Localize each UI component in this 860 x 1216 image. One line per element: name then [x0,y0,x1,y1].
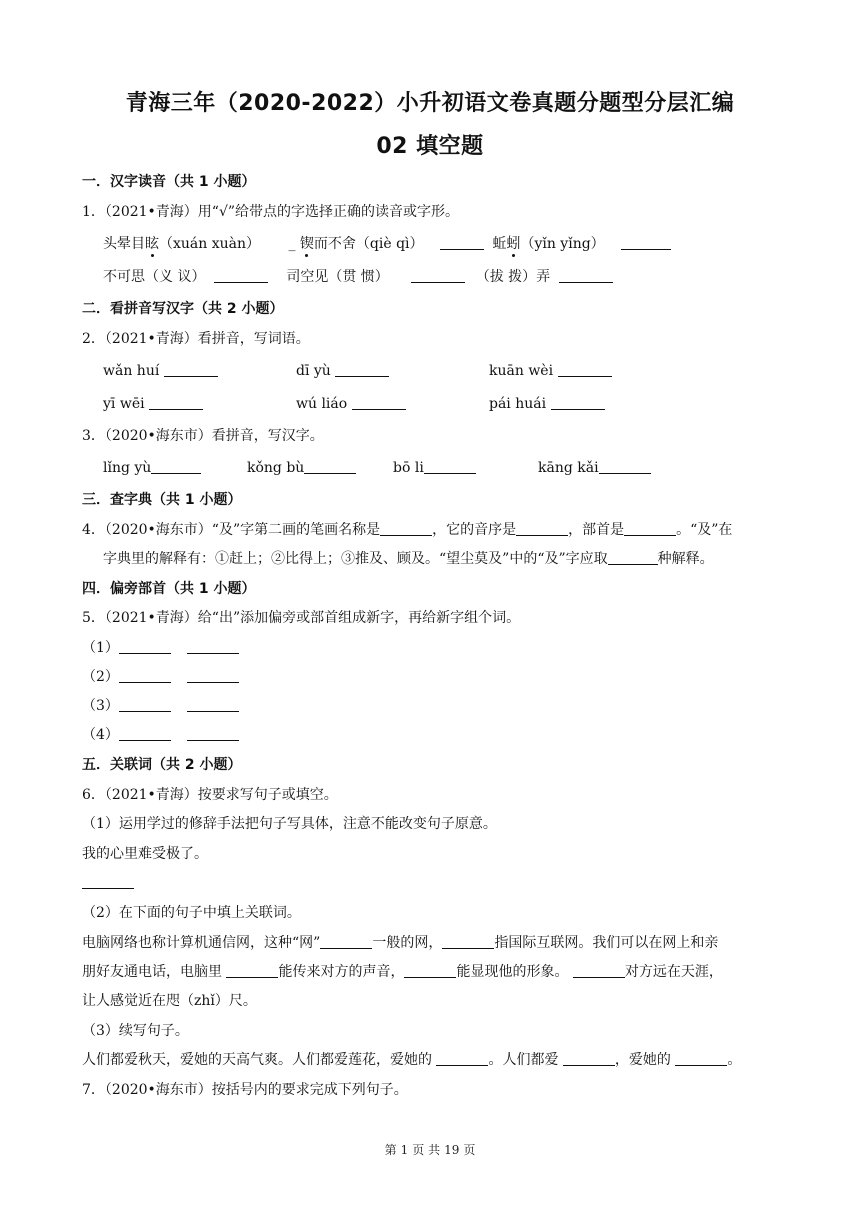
answer-blank[interactable] [304,459,356,474]
answer-blank[interactable] [119,697,171,712]
question-6-answer-line [82,874,134,892]
answer-blank[interactable] [608,550,658,565]
page-footer: 第 1 页 共 19 页 [384,1143,476,1157]
answer-blank[interactable] [624,521,676,536]
question-6-part-2: （2）在下面的句子中填上关联词。 [82,905,301,921]
question-6-passage-line-3: 让人感觉近在咫（zhǐ）尺。 [82,993,257,1009]
question-2-stem: 2．（2021•青海）看拼音，写词语。 [82,331,310,347]
answer-blank[interactable] [436,1051,488,1066]
answer-blank[interactable] [187,668,239,683]
question-6-passage-line-1: 电脑网络也称计算机通信网，这种“网” 一般的网， 指国际互联网。我们可以在网上和亲 [82,935,719,951]
question-1-stem: 1．（2021•青海）用“√”给带点的字选择正确的读音或字形。 [82,204,460,220]
question-1-row-2: 不可思（义 议） 司空见（贯 惯） （拔 拨）弄 [103,268,613,286]
pinyin-item: lǐng yù [103,459,201,477]
answer-blank[interactable] [164,362,218,377]
answer-blank[interactable] [559,268,613,283]
question-6-stem: 6．（2021•青海）按要求写句子或填空。 [82,787,338,803]
pinyin-item: dī yù [296,362,389,380]
pinyin-item: kǒng bù [247,459,356,477]
answer-blank[interactable] [404,963,456,978]
answer-blank[interactable] [380,521,432,536]
pinyin-item: kuān wèi [489,362,612,380]
pinyin-item: bō li [393,459,476,477]
answer-blank[interactable] [440,235,484,250]
section-heading-1: 一．汉字读音（共 1 小题） [82,174,256,190]
section-heading-3: 三．查字典（共 1 小题） [82,492,242,508]
pinyin-item: kāng kǎi [538,459,651,477]
pinyin-item: wú liáo [296,395,406,413]
question-1-row-1: 头晕目眩（xuán xuàn） _ 锲而不舍（qiè qì） 蚯蚓（yǐn yǐng） [103,235,671,253]
question-5-stem: 5．（2021•青海）给“出”添加偏旁或部首组成新字，再给新字组个词。 [82,610,521,626]
answer-blank[interactable] [149,395,203,410]
answer-blank[interactable] [119,726,171,741]
section-heading-2: 二．看拼音写汉字（共 2 小题） [82,301,284,317]
pinyin-item: yī wēi [103,395,203,413]
pinyin-item: pái huái [489,395,605,413]
answer-blank[interactable] [187,726,239,741]
section-heading-5: 五．关联词（共 2 小题） [82,757,242,773]
answer-blank[interactable] [214,268,268,283]
answer-blank[interactable] [226,963,278,978]
answer-blank[interactable] [320,934,372,949]
answer-blank[interactable] [411,268,465,283]
question-6-part-3: （3）续写句子。 [82,1023,189,1039]
answer-blank[interactable] [551,395,605,410]
answer-blank[interactable] [558,362,612,377]
dotted-char: 锲 [299,236,314,252]
document-subtitle: 02 填空题 [376,134,484,159]
section-heading-4: 四．偏旁部首（共 1 小题） [82,581,256,597]
answer-blank[interactable] [187,697,239,712]
answer-blank[interactable] [442,934,494,949]
question-6-sentence: 我的心里难受极了。 [82,846,208,862]
answer-blank[interactable] [516,521,568,536]
answer-blank[interactable] [675,1051,727,1066]
question-4-line-1: 4．（2020•海东市）“及”字第二画的笔画名称是 ，它的音序是 ，部首是 。“及”在 [82,522,733,538]
question-6-passage-line-2: 朋好友通电话，电脑里 能传来对方的声音， 能显现他的形象。 对方远在天涯， [82,964,723,980]
dotted-char: 眩 [145,236,159,252]
answer-blank[interactable] [621,235,671,250]
answer-blank[interactable] [82,874,134,889]
question-5-item: （3） [82,697,239,715]
answer-blank[interactable] [335,362,389,377]
answer-blank[interactable] [352,395,406,410]
pinyin-item: wǎn huí [103,362,218,380]
answer-blank[interactable] [424,459,476,474]
question-5-item: （4） [82,726,239,744]
question-5-item: （1） [82,639,239,657]
question-7-stem: 7．（2020•海东市）按括号内的要求完成下列句子。 [82,1082,408,1098]
answer-blank[interactable] [151,459,201,474]
question-4-line-2: 字典里的解释有：①赶上；②比得上；③推及、顾及。“望尘莫及”中的“及”字应取 种解释。 [103,551,714,567]
question-3-stem: 3．（2020•海东市）看拼音，写汉字。 [82,428,324,444]
answer-blank[interactable] [573,963,625,978]
answer-blank[interactable] [119,668,171,683]
answer-blank[interactable] [563,1051,615,1066]
answer-blank[interactable] [187,639,239,654]
page-number: 1 [400,1143,409,1157]
question-5-item: （2） [82,668,239,686]
document-title: 青海三年（2020-2022）小升初语文卷真题分题型分层汇编 [125,91,735,116]
question-6-continuation: 人们都爱秋天，爱她的天高气爽。人们都爱莲花，爱她的 。人们都爱 ，爱她的 。 [82,1052,742,1068]
question-6-part-1: （1）运用学过的修辞手法把句子写具体，注意不能改变句子原意。 [82,816,497,832]
answer-blank[interactable] [119,639,171,654]
page-total: 19 [444,1143,460,1157]
answer-blank[interactable] [599,459,651,474]
dotted-char: 蚓 [506,236,521,252]
